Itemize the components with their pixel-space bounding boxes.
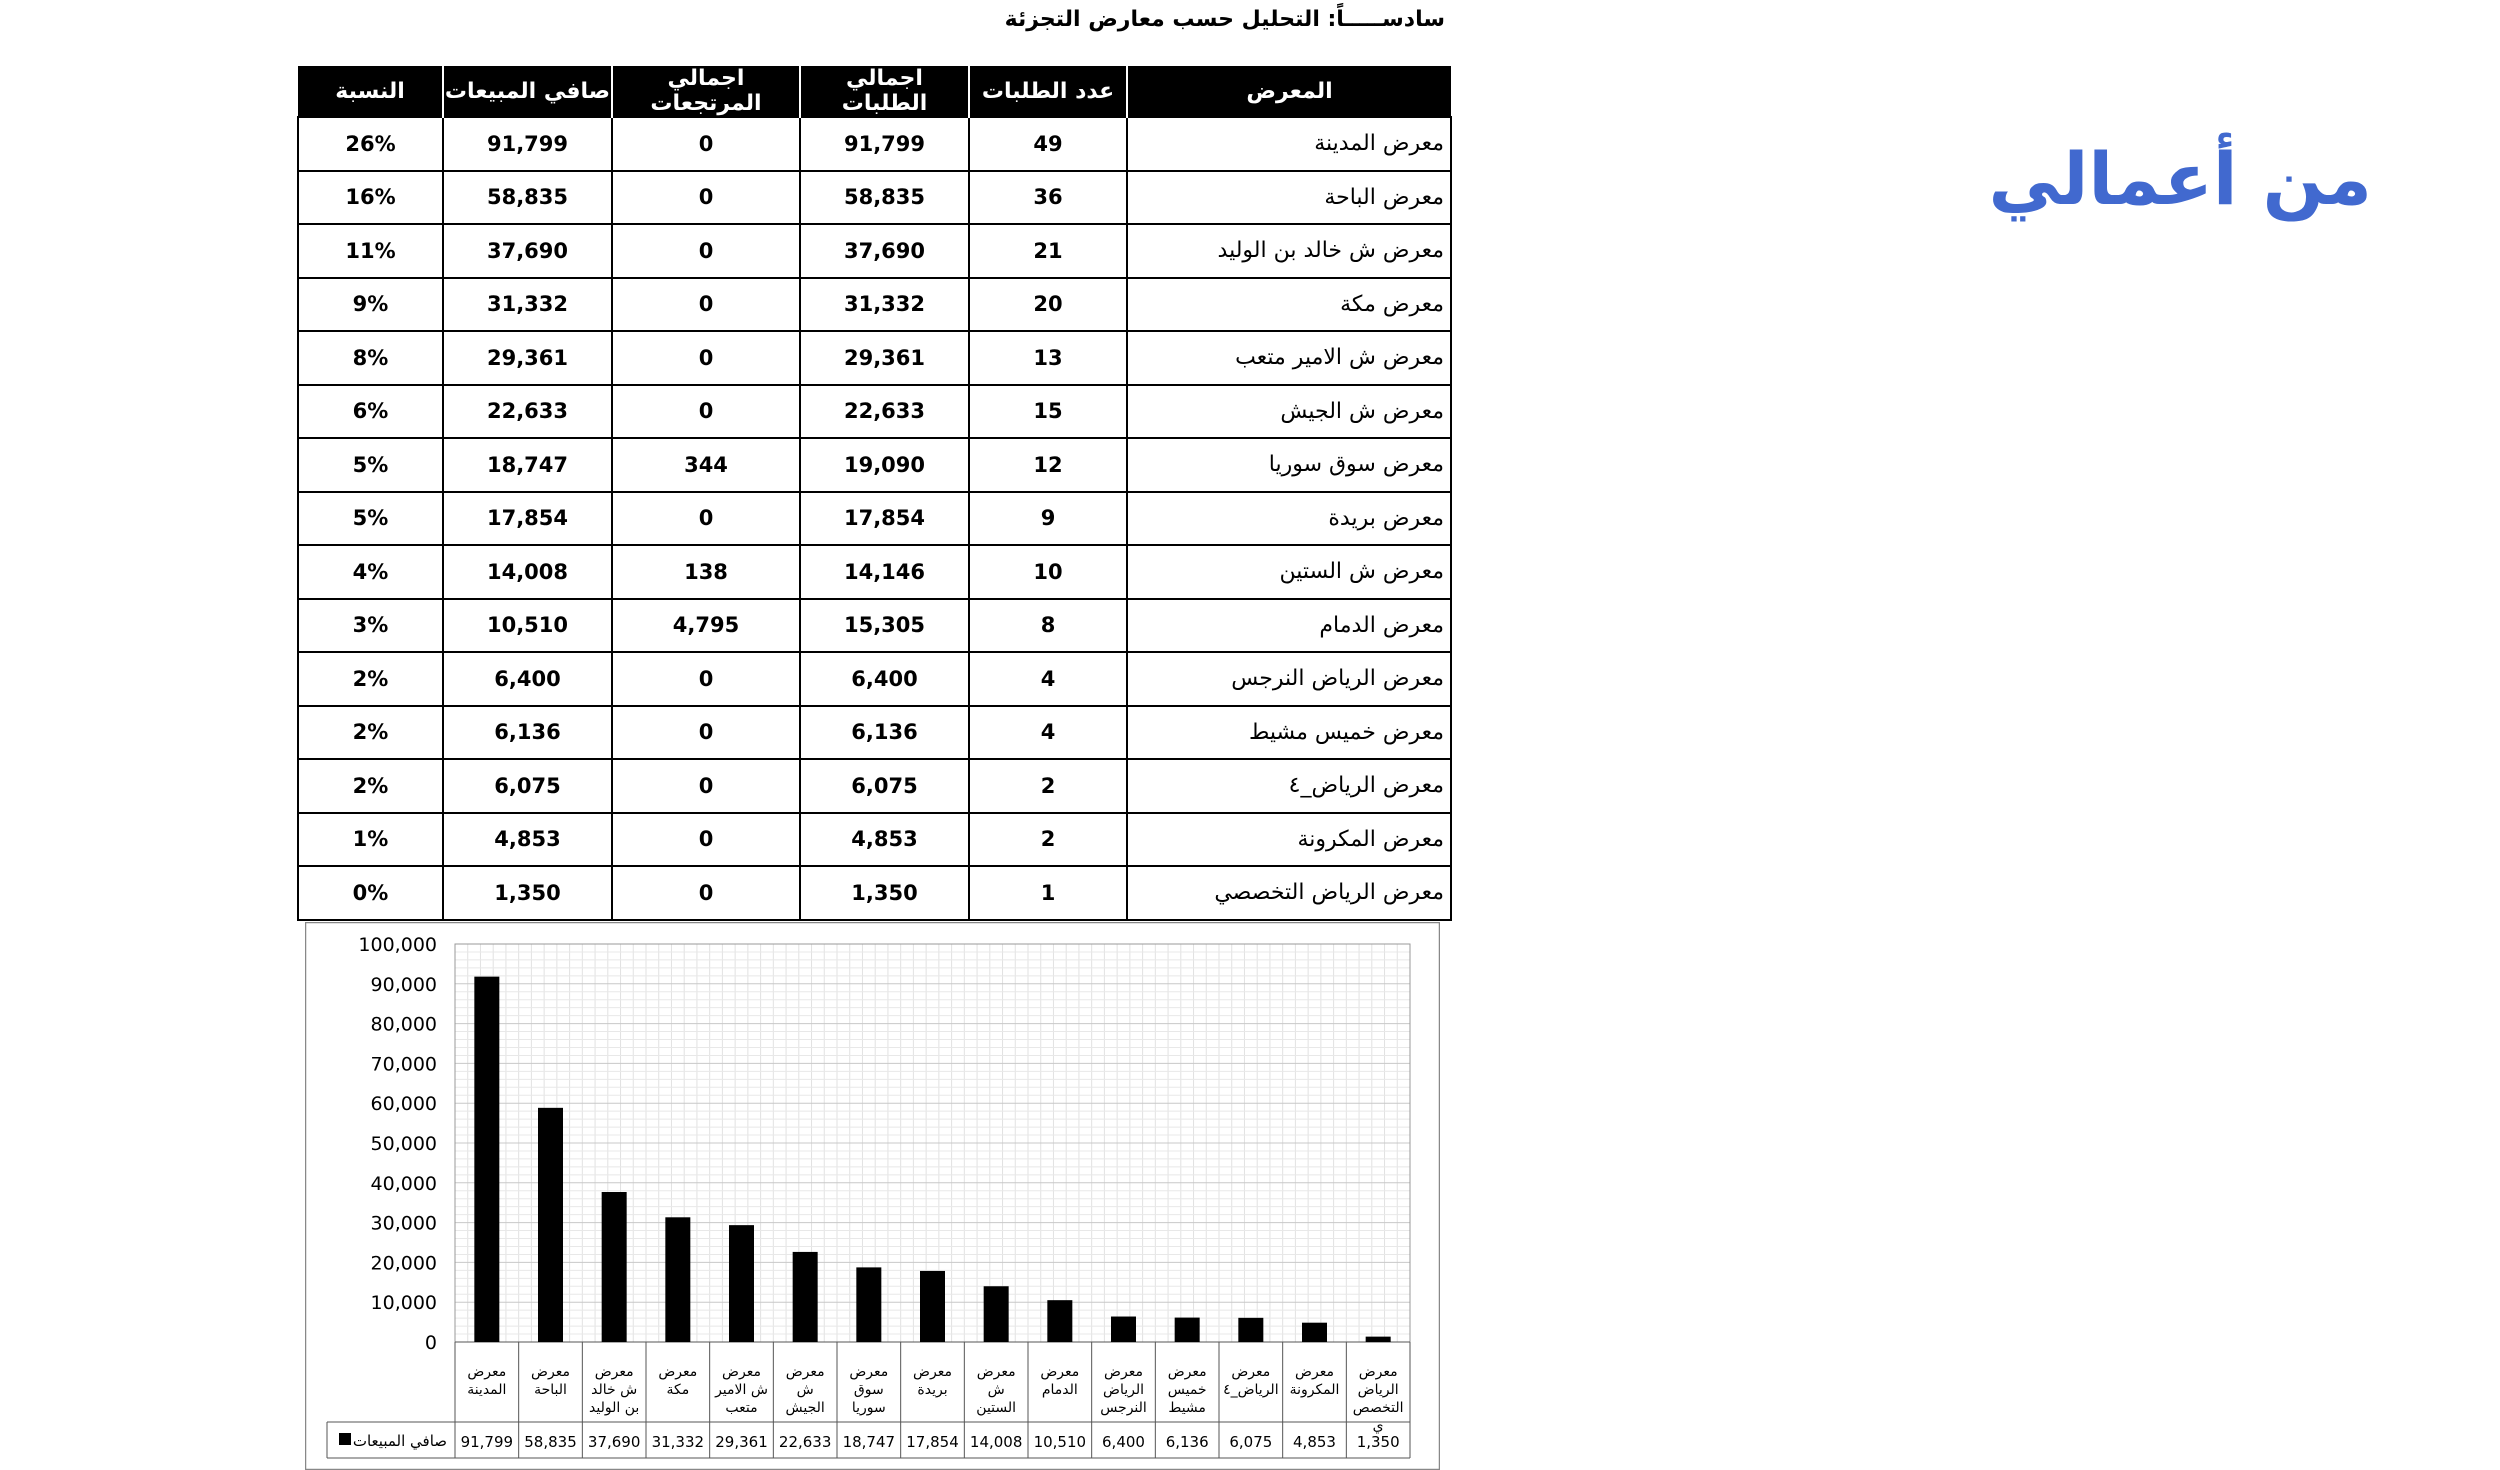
table-row: [298, 171, 1451, 225]
total-returns-cell: 0: [612, 492, 800, 546]
total-orders-cell: 19,090: [800, 438, 969, 492]
order-count-cell: 49: [969, 117, 1127, 171]
header-total-orders: اجمالي الطلبات: [800, 66, 969, 117]
total-returns-cell: 138: [612, 545, 800, 599]
data-table-value: 37,690: [587, 1433, 641, 1451]
showroom-name-cell: معرض بريدة: [1127, 492, 1451, 546]
total-returns-cell: 344: [612, 438, 800, 492]
x-category-label: ي: [1372, 1418, 1384, 1434]
total-returns-cell: 0: [612, 866, 800, 920]
y-tick-label: 100,000: [358, 934, 437, 956]
y-tick-label: 50,000: [370, 1133, 437, 1155]
order-count-cell: 4: [969, 652, 1127, 706]
bar: [793, 1252, 818, 1342]
table-row: [298, 438, 1451, 492]
x-category-label: الرياض: [1103, 1382, 1144, 1398]
x-category-label: معرض: [785, 1364, 825, 1380]
table-row: [298, 117, 1451, 171]
total-returns-cell: 0: [612, 331, 800, 385]
percentage-cell: 8%: [298, 331, 443, 385]
showroom-name-cell: معرض الدمام: [1127, 599, 1451, 653]
table-row: [298, 385, 1451, 439]
showroom-name-cell: معرض الرياض_٤: [1127, 759, 1451, 813]
order-count-cell: 15: [969, 385, 1127, 439]
data-table-value: 58,835: [524, 1433, 577, 1451]
table-row: [298, 652, 1451, 706]
total-returns-cell: 0: [612, 278, 800, 332]
bar: [984, 1286, 1009, 1342]
total-orders-cell: 6,400: [800, 652, 969, 706]
header-order-count: عدد الطلبات: [969, 66, 1127, 117]
table-row: [298, 706, 1451, 760]
data-table-value: 6,136: [1165, 1433, 1209, 1451]
data-table-value: 4,853: [1293, 1433, 1336, 1451]
bar: [538, 1108, 563, 1342]
table-row: [298, 759, 1451, 813]
net-sales-cell: 29,361: [443, 331, 612, 385]
net-sales-cell: 37,690: [443, 224, 612, 278]
total-orders-cell: 14,146: [800, 545, 969, 599]
x-category-label: النرجس: [1100, 1400, 1147, 1416]
x-category-label: معرض: [531, 1364, 570, 1380]
x-category-label: مكة: [666, 1382, 690, 1398]
header-total-returns: اجمالي المرتجعات: [612, 66, 800, 117]
bar: [1238, 1318, 1263, 1342]
x-category-label: الستين: [976, 1400, 1017, 1416]
x-category-label: المكرونة: [1289, 1382, 1340, 1398]
net-sales-cell: 18,747: [443, 438, 612, 492]
x-category-label: معرض: [1104, 1364, 1143, 1380]
y-tick-label: 60,000: [370, 1093, 437, 1116]
total-returns-cell: 0: [612, 117, 800, 171]
percentage-cell: 0%: [298, 866, 443, 920]
total-returns-cell: 0: [612, 706, 800, 760]
percentage-cell: 2%: [298, 652, 443, 706]
total-orders-cell: 17,854: [800, 492, 969, 546]
table-row: [298, 866, 1451, 920]
total-returns-cell: 4,795: [612, 599, 800, 653]
x-category-label: معرض: [1295, 1364, 1334, 1380]
x-category-label: معرض: [1167, 1364, 1207, 1380]
table-row: [298, 545, 1451, 599]
bar: [1302, 1323, 1327, 1342]
net-sales-cell: 4,853: [443, 813, 612, 867]
net-sales-cell: 58,835: [443, 171, 612, 225]
header-net-sales: صافي المبيعات: [443, 66, 612, 117]
total-orders-cell: 91,799: [800, 117, 969, 171]
table-row: [298, 278, 1451, 332]
header-percentage: النسبة: [298, 66, 443, 117]
total-returns-cell: 0: [612, 171, 800, 225]
table-row: [298, 492, 1451, 546]
side-caption: من أعمالي: [1988, 137, 2372, 221]
net-sales-cell: 91,799: [443, 117, 612, 171]
x-category-label: معرض: [467, 1364, 507, 1380]
showroom-name-cell: معرض ش الامير متعب: [1127, 331, 1451, 385]
y-tick-label: 0: [424, 1332, 437, 1354]
table-row: [298, 813, 1451, 867]
y-tick-label: 40,000: [370, 1172, 437, 1195]
showroom-name-cell: معرض مكة: [1127, 278, 1451, 332]
order-count-cell: 13: [969, 331, 1127, 385]
data-table-value: 29,361: [715, 1433, 768, 1451]
x-category-label: خميس: [1167, 1382, 1207, 1398]
data-table-value: 1,350: [1356, 1433, 1400, 1451]
percentage-cell: 1%: [298, 813, 443, 867]
showroom-name-cell: معرض الباحة: [1127, 171, 1451, 225]
order-count-cell: 21: [969, 224, 1127, 278]
total-orders-cell: 6,075: [800, 759, 969, 813]
percentage-cell: 16%: [298, 171, 443, 225]
table-row: [298, 599, 1451, 653]
data-table-value: 31,332: [651, 1433, 705, 1451]
percentage-cell: 2%: [298, 759, 443, 813]
net-sales-bar-chart: [305, 922, 1440, 1470]
showroom-name-cell: معرض المدينة: [1127, 117, 1451, 171]
x-category-label: معرض: [722, 1364, 761, 1380]
x-category-label: الدمام: [1041, 1382, 1078, 1398]
x-category-label: معرض: [658, 1364, 698, 1380]
net-sales-cell: 10,510: [443, 599, 612, 653]
x-category-label: معرض: [1040, 1364, 1080, 1380]
x-category-label: معرض: [849, 1364, 889, 1380]
total-returns-cell: 0: [612, 813, 800, 867]
showroom-name-cell: معرض الرياض التخصصي: [1127, 866, 1451, 920]
x-category-label: ش: [796, 1382, 814, 1398]
x-category-label: المدينة: [467, 1382, 507, 1398]
percentage-cell: 9%: [298, 278, 443, 332]
bar: [856, 1267, 881, 1342]
percentage-cell: 2%: [298, 706, 443, 760]
net-sales-cell: 14,008: [443, 545, 612, 599]
bar: [729, 1225, 754, 1342]
x-category-label: الجيش: [785, 1400, 825, 1416]
showroom-name-cell: معرض خميس مشيط: [1127, 706, 1451, 760]
page-heading: سادســـــاً: التحليل حسب معارض التجزئة: [1004, 7, 1445, 32]
table-row: [298, 224, 1451, 278]
total-orders-cell: 29,361: [800, 331, 969, 385]
order-count-cell: 20: [969, 278, 1127, 332]
data-table-value: 91,799: [460, 1433, 514, 1451]
total-orders-cell: 15,305: [800, 599, 969, 653]
header-showroom: المعرض: [1127, 66, 1451, 117]
y-tick-label: 90,000: [370, 973, 437, 996]
y-tick-label: 80,000: [370, 1013, 437, 1036]
x-category-label: بن الوليد: [589, 1400, 640, 1416]
bar: [602, 1192, 627, 1342]
bar: [1047, 1300, 1072, 1342]
legend-series-name: صافي المبيعات: [352, 1432, 447, 1450]
total-orders-cell: 4,853: [800, 813, 969, 867]
total-returns-cell: 0: [612, 652, 800, 706]
percentage-cell: 5%: [298, 438, 443, 492]
order-count-cell: 4: [969, 706, 1127, 760]
order-count-cell: 8: [969, 599, 1127, 653]
showroom-name-cell: معرض سوق سوريا: [1127, 438, 1451, 492]
y-tick-label: 10,000: [370, 1292, 437, 1315]
x-category-label: مشيط: [1168, 1400, 1206, 1416]
table-body: [298, 117, 1451, 920]
data-table-value: 14,008: [969, 1433, 1023, 1451]
legend-key: [339, 1433, 351, 1445]
data-table-value: 17,854: [906, 1433, 959, 1451]
data-table-value: 22,633: [778, 1433, 832, 1451]
data-table-value: 18,747: [842, 1433, 896, 1451]
percentage-cell: 5%: [298, 492, 443, 546]
showroom-name-cell: معرض ش الجيش: [1127, 385, 1451, 439]
order-count-cell: 2: [969, 759, 1127, 813]
table-header-row: [298, 66, 1451, 117]
order-count-cell: 9: [969, 492, 1127, 546]
x-category-label: معرض: [594, 1364, 634, 1380]
total-orders-cell: 31,332: [800, 278, 969, 332]
y-tick-label: 20,000: [370, 1252, 437, 1275]
showroom-name-cell: معرض الرياض النرجس: [1127, 652, 1451, 706]
total-orders-cell: 1,350: [800, 866, 969, 920]
total-returns-cell: 0: [612, 385, 800, 439]
net-sales-cell: 31,332: [443, 278, 612, 332]
data-table-value: 6,400: [1102, 1433, 1145, 1451]
bar: [920, 1271, 945, 1342]
net-sales-cell: 6,075: [443, 759, 612, 813]
order-count-cell: 12: [969, 438, 1127, 492]
net-sales-cell: 1,350: [443, 866, 612, 920]
bar: [665, 1217, 690, 1342]
bar: [474, 977, 499, 1342]
x-category-label: بريدة: [917, 1382, 948, 1398]
x-category-label: متعب: [725, 1400, 758, 1416]
percentage-cell: 6%: [298, 385, 443, 439]
data-table-value: 6,075: [1229, 1433, 1273, 1451]
net-sales-cell: 17,854: [443, 492, 612, 546]
bar: [1366, 1337, 1391, 1342]
y-tick-label: 30,000: [370, 1212, 437, 1235]
x-category-label: التخصص: [1352, 1400, 1404, 1416]
total-orders-cell: 58,835: [800, 171, 969, 225]
x-category-label: ش الامير: [715, 1382, 768, 1398]
percentage-cell: 11%: [298, 224, 443, 278]
total-orders-cell: 6,136: [800, 706, 969, 760]
order-count-cell: 2: [969, 813, 1127, 867]
bar: [1111, 1317, 1136, 1342]
percentage-cell: 4%: [298, 545, 443, 599]
x-category-label: ش خالد: [591, 1382, 638, 1398]
x-category-label: معرض: [1231, 1364, 1271, 1380]
total-orders-cell: 37,690: [800, 224, 969, 278]
percentage-cell: 3%: [298, 599, 443, 653]
net-sales-cell: 22,633: [443, 385, 612, 439]
total-orders-cell: 22,633: [800, 385, 969, 439]
showroom-name-cell: معرض ش خالد بن الوليد: [1127, 224, 1451, 278]
x-category-label: سوريا: [851, 1400, 886, 1416]
showroom-name-cell: معرض ش الستين: [1127, 545, 1451, 599]
bar: [1175, 1318, 1200, 1342]
x-category-label: الرياض: [1357, 1382, 1399, 1398]
x-category-label: الباحة: [534, 1382, 567, 1398]
order-count-cell: 36: [969, 171, 1127, 225]
total-returns-cell: 0: [612, 759, 800, 813]
x-category-label: معرض: [1358, 1364, 1398, 1380]
x-category-label: معرض: [976, 1364, 1016, 1380]
table-row: [298, 331, 1451, 385]
x-category-label: سوق: [853, 1382, 884, 1398]
order-count-cell: 1: [969, 866, 1127, 920]
x-category-label: ش: [987, 1382, 1005, 1398]
retail-showrooms-table: [297, 66, 1452, 921]
net-sales-cell: 6,136: [443, 706, 612, 760]
total-returns-cell: 0: [612, 224, 800, 278]
data-table-value: 10,510: [1033, 1433, 1087, 1451]
x-category-label: معرض: [913, 1364, 952, 1380]
order-count-cell: 10: [969, 545, 1127, 599]
y-tick-label: 70,000: [370, 1053, 437, 1076]
net-sales-cell: 6,400: [443, 652, 612, 706]
showroom-name-cell: معرض المكرونة: [1127, 813, 1451, 867]
percentage-cell: 26%: [298, 117, 443, 171]
x-category-label: الرياض_٤: [1223, 1382, 1279, 1398]
